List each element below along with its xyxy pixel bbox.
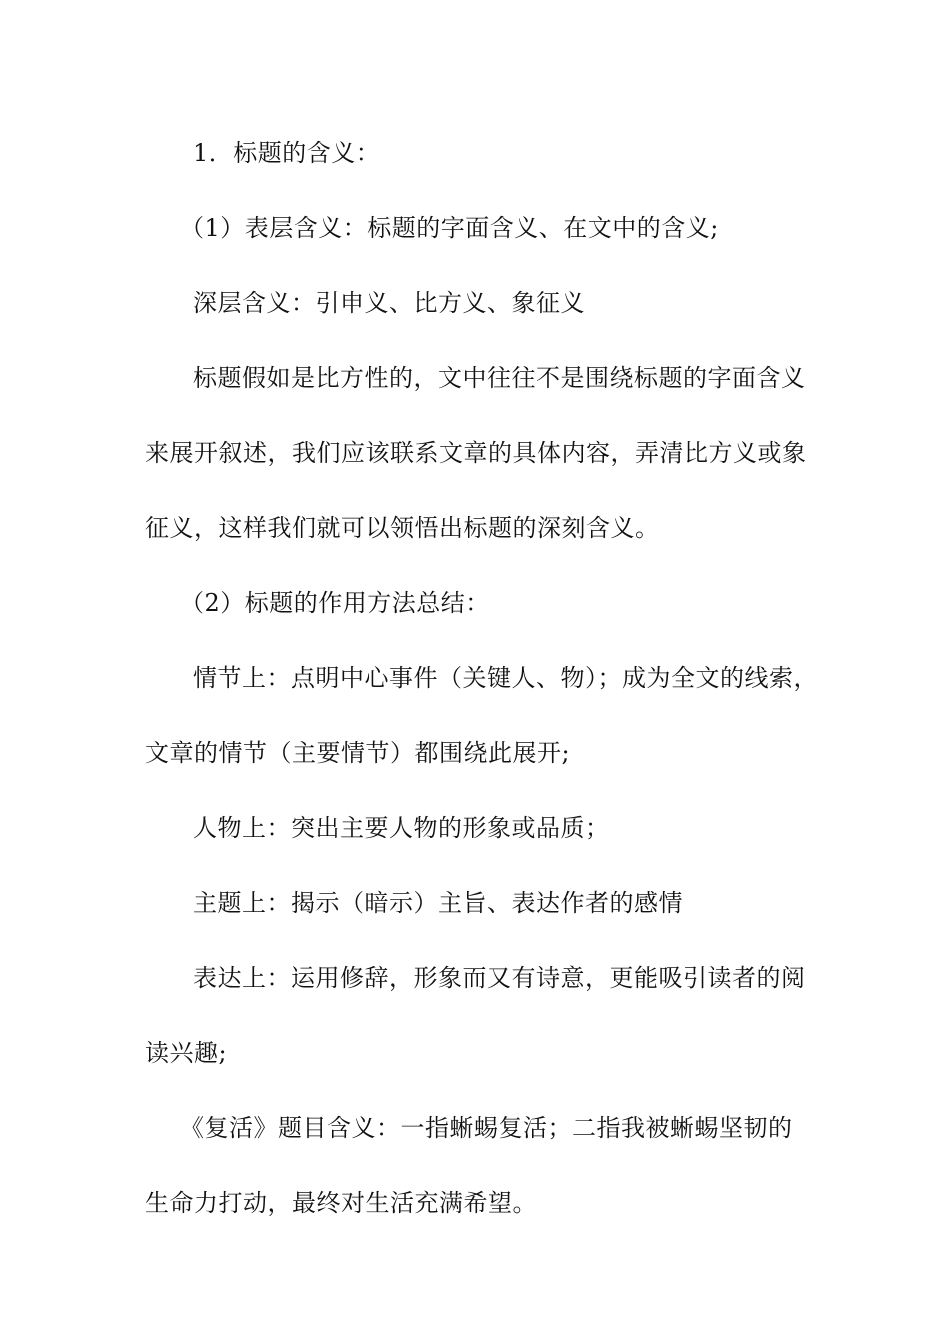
paragraph-example-line-1: 《复活》题目含义：一指蜥蜴复活；二指我被蜥蜴坚韧的 — [180, 1114, 793, 1142]
paragraph-theme: 主题上：揭示（暗示）主旨、表达作者的感情 — [193, 889, 683, 917]
paragraph-surface-meaning: （1）表层含义：标题的字面含义、在文中的含义; — [180, 214, 719, 242]
paragraph-character: 人物上：突出主要人物的形象或品质； — [193, 814, 610, 842]
paragraph-plot-line-2: 文章的情节（主要情节）都围绕此展开; — [145, 739, 571, 767]
paragraph-metaphor-line-1: 标题假如是比方性的，文中往往不是围绕标题的字面含义 — [193, 364, 806, 392]
heading-title-meaning: 1．标题的含义： — [193, 139, 381, 167]
paragraph-metaphor-line-3: 征义，这样我们就可以领悟出标题的深刻含义。 — [145, 514, 660, 542]
paragraph-metaphor-line-2: 来展开叙述，我们应该联系文章的具体内容，弄清比方义或象 — [145, 439, 807, 467]
paragraph-expression-line-1: 表达上：运用修辞，形象而又有诗意，更能吸引读者的阅 — [193, 964, 806, 992]
paragraph-example-line-2: 生命力打动，最终对生活充满希望。 — [145, 1189, 537, 1217]
paragraph-deep-meaning: 深层含义：引申义、比方义、象征义 — [193, 289, 585, 317]
paragraph-expression-line-2: 读兴趣; — [145, 1039, 228, 1067]
paragraph-plot-line-1: 情节上：点明中心事件（关键人、物）；成为全文的线索， — [193, 664, 818, 692]
heading-function-summary: （2）标题的作用方法总结： — [180, 589, 490, 617]
